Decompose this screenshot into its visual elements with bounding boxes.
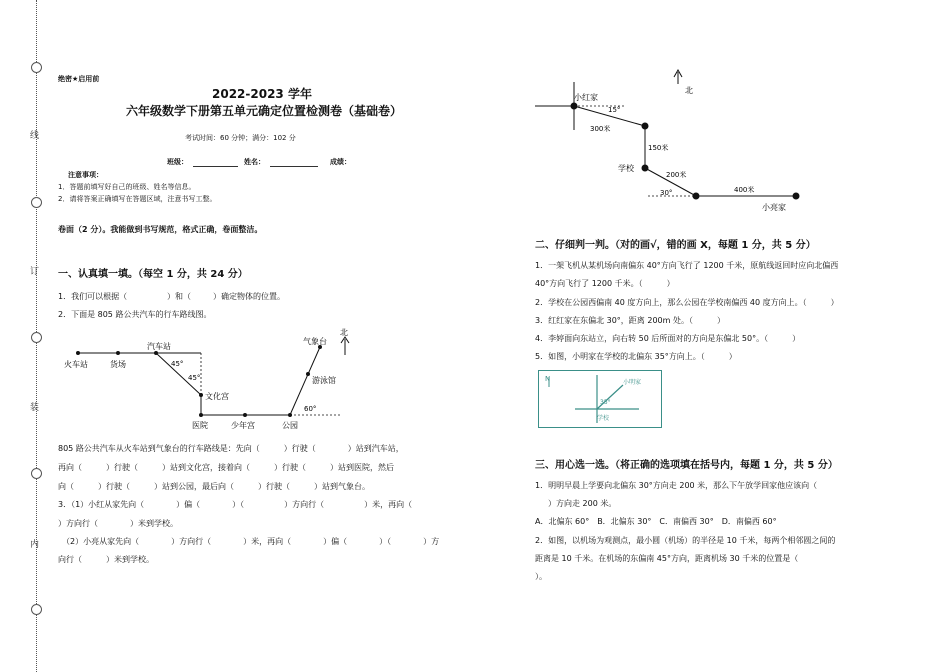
label-xuexiao: 学校	[618, 164, 634, 173]
secret-label: 绝密★启用前	[58, 75, 100, 83]
label-xiaohongjia: 小红家	[574, 93, 598, 102]
label-north: 北	[685, 86, 693, 95]
waypoint-dot	[693, 193, 700, 200]
route-question-line: 805 路公共汽车从火车站到气象台的行车路线是：先向（ ）行驶（ ）站到汽车站，	[58, 444, 404, 453]
section1-heading: 一、认真填一填。（每空 1 分，共 24 分）	[58, 269, 248, 280]
judge-item: 4．李婷面向东站立，向右转 50 后所面对的方向是东偏北 50°。（ ）	[535, 334, 801, 343]
label-school: 学校	[597, 415, 610, 422]
label-yiyuan: 医院	[192, 421, 208, 430]
angle-label: 30°	[660, 189, 673, 197]
notice-heading: 注意事项：	[68, 171, 103, 179]
waypoint-dot	[642, 123, 649, 130]
route-question-line: 再向（ ）行驶（ ）站到文化宫，接着向（ ）行驶（ ）站到医院，然后	[58, 463, 394, 472]
notice-item: 2．请将答案正确填写在答题区域，注意书写工整。	[58, 195, 217, 203]
exam-info: 考试时间：60 分钟；满分：102 分	[185, 134, 296, 142]
distance-label: 400米	[734, 186, 755, 194]
label-huochezhan: 火车站	[64, 360, 88, 369]
route-question-line: 向（ ）行驶（ ）站到公园，最后向（ ）行驶（ ）站到气象台。	[58, 482, 370, 491]
judge-item: 2．学校在公园西偏南 40 度方向上，那么公园在学校南偏西 40 度方向上。（ ）	[535, 298, 839, 307]
binding-circle	[31, 468, 42, 479]
label-north: 北	[340, 328, 348, 337]
binding-circle	[31, 604, 42, 615]
label-n: N	[545, 375, 551, 383]
distance-label: 150米	[648, 144, 669, 152]
choice-options: A．北偏东 60° B．北偏东 30° C．南偏西 30° D．南偏西 60°	[535, 517, 777, 526]
name-label: 姓名：	[244, 158, 265, 166]
q3-line: ）方向行（ ）米到学校。	[58, 519, 178, 528]
q3-line: 3．（1）小红从家先向（ ）偏（ ）（ ）方向行（ ）米，再向（	[58, 500, 413, 509]
choice-item: ）方向走 200 米。	[548, 499, 617, 508]
q1-text-c: ）确定物体的位置。	[213, 292, 285, 301]
stop-dot	[306, 372, 310, 376]
judge-item: 5．如图，小明家在学校的北偏东 35°方向上。（ ）	[535, 352, 737, 361]
label-qichezhan: 汽车站	[147, 342, 171, 351]
binding-char: 订	[30, 267, 40, 277]
stop-dot	[288, 413, 292, 417]
judge-item: 1．一架飞机从某机场向南偏东 40°方向飞行了 1200 千米，原航线返回时应向北偏西	[535, 261, 839, 270]
binding-circle	[31, 197, 42, 208]
stop-dot	[199, 413, 203, 417]
home-school-map	[530, 68, 820, 218]
xiaohong-home-dot	[571, 103, 578, 110]
stop-dot	[199, 393, 203, 397]
binding-circle	[31, 332, 42, 343]
label-qixiangtai: 气象台	[303, 337, 327, 346]
xiaoliang-home-dot	[793, 193, 800, 200]
q2-text: 2．下面是 805 路公共汽车的行车路线图。	[58, 310, 212, 319]
q3-line: 向行（ ）米到学校。	[58, 555, 154, 564]
compass-figure	[538, 370, 662, 428]
stop-dot	[116, 351, 120, 355]
binding-char: 装	[30, 403, 40, 413]
stop-dot	[154, 351, 158, 355]
handwriting-note: 卷面（2 分）。我能做到书写规范，格式正确，卷面整洁。	[58, 225, 263, 234]
q3-line: （2）小亮从家先向（ ）方向行（ ）米，再向（ ）偏（ ）（ ）方	[62, 537, 440, 546]
section3-heading: 三、用心选一选。（将正确的选项填在括号内，每题 1 分，共 5 分）	[535, 460, 838, 471]
binding-char: 线	[30, 131, 40, 141]
binding-circle	[31, 62, 42, 73]
stop-dot	[243, 413, 247, 417]
choice-item: 1．明明早晨上学要向北偏东 30°方向走 200 米，那么下午放学回家他应该向（	[535, 481, 818, 490]
score-label: 成绩：	[330, 158, 351, 166]
choice-item: 距离是 10 千米。在机场的东偏南 45°方向，距离机场 30 千米的位置是（	[535, 554, 799, 563]
angle-label: 45°	[188, 374, 201, 382]
choice-item: 2．如图，以机场为观测点，最小圆（机场）的半径是 10 千米，每两个相邻圆之间的	[535, 536, 836, 545]
label-home: 小明家	[623, 379, 642, 386]
class-label: 班级：	[167, 158, 188, 166]
angle-label: 15°	[608, 106, 621, 114]
distance-label: 200米	[666, 171, 687, 179]
label-youyongguan: 游泳馆	[312, 376, 336, 385]
angle-label: 60°	[304, 405, 317, 413]
notice-item: 1．答题前填写好自己的班级、姓名等信息。	[58, 183, 196, 191]
label-wenhuagong: 文化宫	[205, 392, 229, 401]
school-dot	[642, 165, 649, 172]
section2-heading: 二、仔细判一判。（对的画√，错的画 X，每题 1 分，共 5 分）	[535, 240, 816, 251]
stop-dot	[76, 351, 80, 355]
label-huochang: 货场	[110, 360, 126, 369]
angle-label: 35°	[600, 399, 611, 406]
distance-label: 300米	[590, 125, 611, 133]
judge-item: 40°方向飞行了 1200 千米。（ ）	[535, 279, 675, 288]
label-shaoniangong: 少年宫	[231, 421, 255, 430]
compass-figure-drawing	[539, 371, 661, 427]
binding-strip	[28, 0, 44, 672]
binding-char: 内	[30, 540, 40, 550]
q1-text-b: ）和（	[167, 292, 191, 301]
exam-year: 2022-2023 学年	[212, 87, 312, 101]
angle-label: 45°	[171, 360, 184, 368]
exam-title: 六年级数学下册第五单元确定位置检测卷（基础卷）	[126, 104, 403, 118]
label-gongyuan: 公园	[282, 421, 298, 430]
choice-item: ）。	[535, 572, 547, 581]
bus-route-map	[58, 325, 378, 435]
label-xiaoliangjia: 小亮家	[762, 203, 786, 212]
judge-item: 3．红红家在东偏北 30°，距离 200m 处。（ ）	[535, 316, 725, 325]
name-blank[interactable]	[270, 166, 318, 167]
q1-text-a: 1．我们可以根据（	[58, 292, 128, 301]
class-blank[interactable]	[193, 166, 238, 167]
